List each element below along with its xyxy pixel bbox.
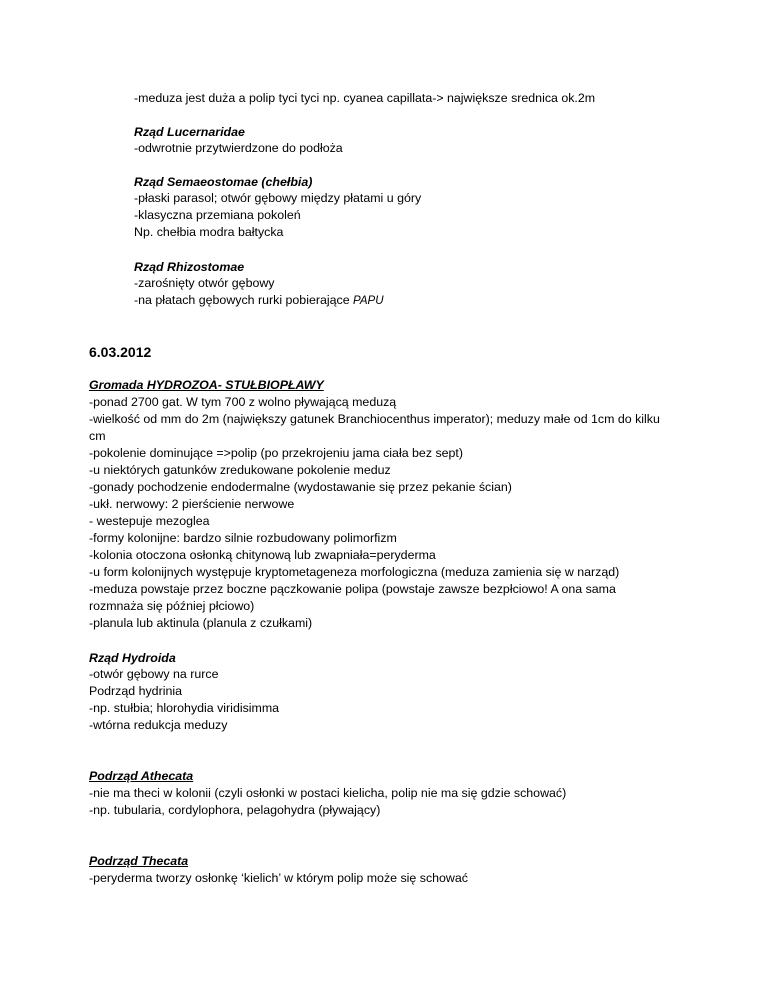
text-line: -pokolenie dominujące =>polip (po przekrojeniu jama ciała bez sept) [89, 446, 464, 460]
lucernaridae-heading: Rząd Lucernaridae [134, 125, 245, 139]
text-line-prefix: -na płatach gębowych rurki pobierające [134, 293, 354, 307]
hydroida-heading: Rząd Hydroida [89, 651, 176, 665]
rhizostomae-heading: Rząd Rhizostomae [134, 260, 245, 274]
text-line: -wtórna redukcja meduzy [89, 718, 228, 732]
text-line: -płaski parasol; otwór gębowy między płatami u góry [134, 191, 422, 205]
text-line: -np. tubularia, cordylophora, pelagohydra (pływający) [89, 803, 381, 817]
text-line: -u niektórych gatunków zredukowane pokolenie meduz [89, 463, 391, 477]
text-line: -wielkość od mm do 2m (największy gatunek Branchiocenthus imperator); meduzy małe od 1cm do kilku [89, 412, 660, 426]
text-line: -meduza powstaje przez boczne pączkowanie polipa (powstaje zawsze bezpłciowo! A ona sama [89, 582, 616, 596]
text-line: -odwrotnie przytwierdzone do podłoża [134, 141, 343, 155]
hydrozoa-heading: Gromada HYDROZOA- STUŁBIOPŁAWY [89, 378, 324, 392]
text-line: -peryderma tworzy osłonkę ‘kielich’ w którym polip może się schować [89, 871, 468, 885]
text-line: -planula lub aktinula (planula z czułkami) [89, 616, 313, 630]
text-line: -ukł. nerwowy: 2 pierścienie nerwowe [89, 497, 295, 511]
text-line [134, 292, 384, 310]
date-heading: 6.03.2012 [89, 344, 152, 360]
text-line: -kolonia otoczona osłonką chitynową lub zwapniała=peryderma [89, 548, 436, 562]
text-line: -ponad 2700 gat. W tym 700 z wolno pływającą meduzą [89, 395, 397, 409]
text-line: rozmnaża się później płciowo) [89, 599, 255, 613]
text-line: cm [89, 429, 106, 443]
text-line: -np. stułbia; hlorohydia viridisimma [89, 701, 280, 715]
semaeostomae-heading: Rząd Semaeostomae (chełbia) [134, 175, 313, 189]
text-line: Podrząd hydrinia [89, 684, 182, 698]
athecata-heading: Podrząd Athecata [89, 769, 194, 783]
italic-term: PAPU [353, 295, 384, 307]
text-line: -formy kolonijne: bardzo silnie rozbudowany polimorfizm [89, 531, 397, 545]
text-line: -otwór gębowy na rurce [89, 667, 219, 681]
text-line: -zarośnięty otwór gębowy [134, 276, 275, 290]
text-line: Np. chełbia modra bałtycka [134, 225, 284, 239]
text-line: -klasyczna przemiana pokoleń [134, 208, 301, 222]
text-line: -u form kolonijnych występuje kryptometageneza morfologiczna (meduza zamienia się w narząd) [89, 565, 620, 579]
text-line: -gonady pochodzenie endodermalne (wydostawanie się przez pekanie ścian) [89, 480, 512, 494]
text-line: - westepuje mezoglea [89, 514, 210, 528]
intro-line: -meduza jest duża a polip tyci tyci np. cyanea capillata-> największe srednica ok.2m [134, 91, 596, 105]
text-line: -nie ma theci w kolonii (czyli osłonki w postaci kielicha, polip nie ma się gdzie schować) [89, 786, 567, 800]
thecata-heading: Podrząd Thecata [89, 854, 189, 868]
